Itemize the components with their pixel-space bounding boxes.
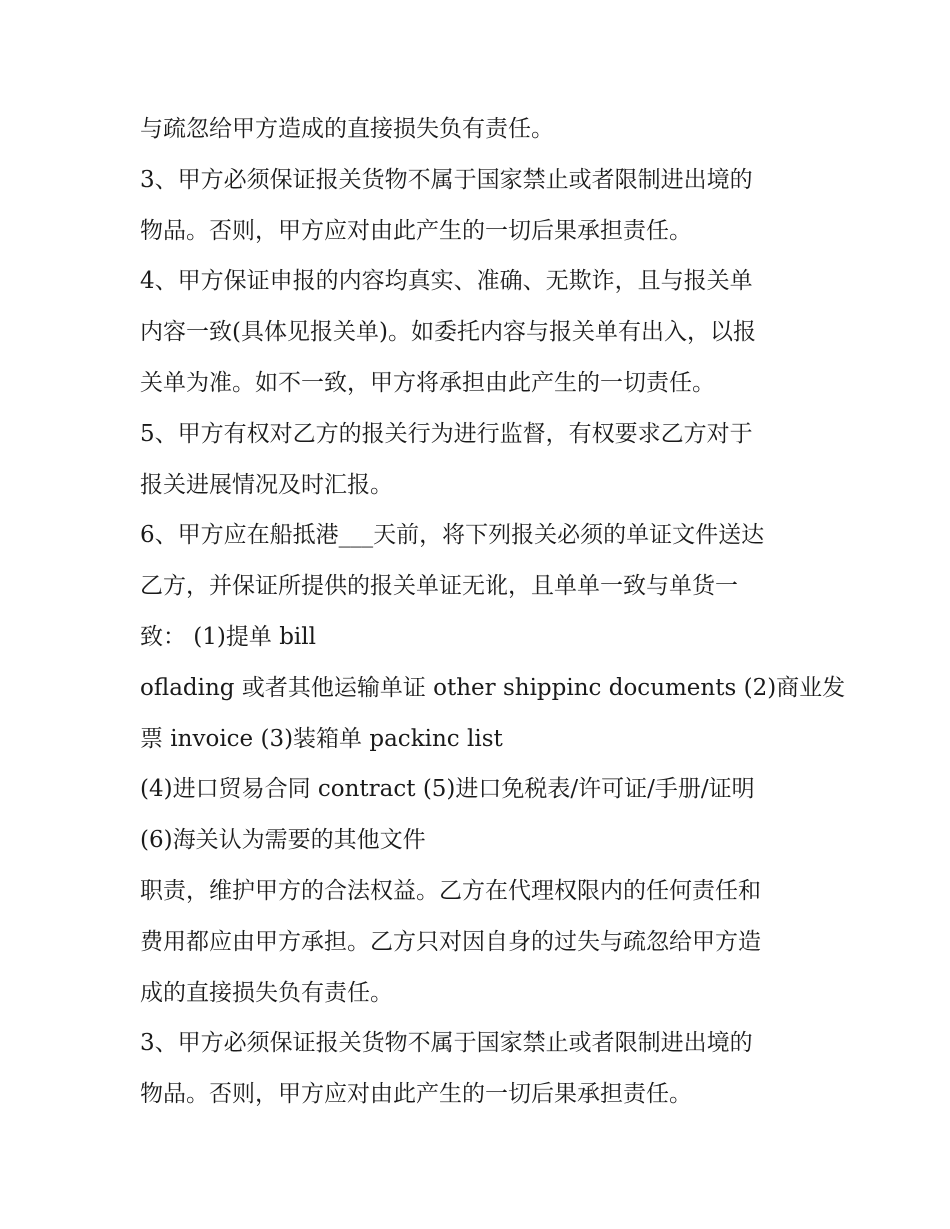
text-line: 内容一致(具体见报关单)。如委托内容与报关单有出入，以报 <box>140 319 756 346</box>
text-line: 3、甲方必须保证报关货物不属于国家禁止或者限制进出境的 <box>140 1030 753 1057</box>
text-line: 5、甲方有权对乙方的报关行为进行监督，有权要求乙方对于 <box>140 420 753 447</box>
text-line: 3、甲方必须保证报关货物不属于国家禁止或者限制进出境的 <box>140 166 753 193</box>
text-line: 关单为准。如不一致，甲方将承担由此产生的一切责任。 <box>140 369 715 396</box>
text-line: 费用都应由甲方承担。乙方只对因自身的过失与疏忽给甲方造 <box>140 928 761 955</box>
text-line: 与疏忽给甲方造成的直接损失负有责任。 <box>140 116 554 142</box>
text-line: oflading 或者其他运输单证 other shippinc documents (2)商业发 <box>140 674 846 701</box>
contract-text-body <box>140 104 846 1120</box>
text-line: 票 invoice (3)装箱单 packinc list <box>140 725 503 752</box>
text-line: 报关进展情况及时汇报。 <box>140 471 393 498</box>
text-line: 成的直接损失负有责任。 <box>140 979 393 1006</box>
text-line: 职责，维护甲方的合法权益。乙方在代理权限内的任何责任和 <box>140 877 761 904</box>
text-line: (6)海关认为需要的其他文件 <box>140 827 426 854</box>
text-line: 乙方，并保证所提供的报关单证无讹，且单单一致与单货一 <box>140 573 738 600</box>
text-line: 6、甲方应在船抵港___天前，将下列报关必须的单证文件送达 <box>140 522 765 549</box>
text-line: 致： (1)提单 bill <box>140 623 316 650</box>
text-line: 物品。否则，甲方应对由此产生的一切后果承担责任。 <box>140 1081 692 1108</box>
text-line: 4、甲方保证申报的内容均真实、准确、无欺诈，且与报关单 <box>140 268 753 295</box>
text-line: (4)进口贸易合同 contract (5)进口免税表/许可证/手册/证明 <box>140 776 755 803</box>
text-line: 物品。否则，甲方应对由此产生的一切后果承担责任。 <box>140 217 692 244</box>
